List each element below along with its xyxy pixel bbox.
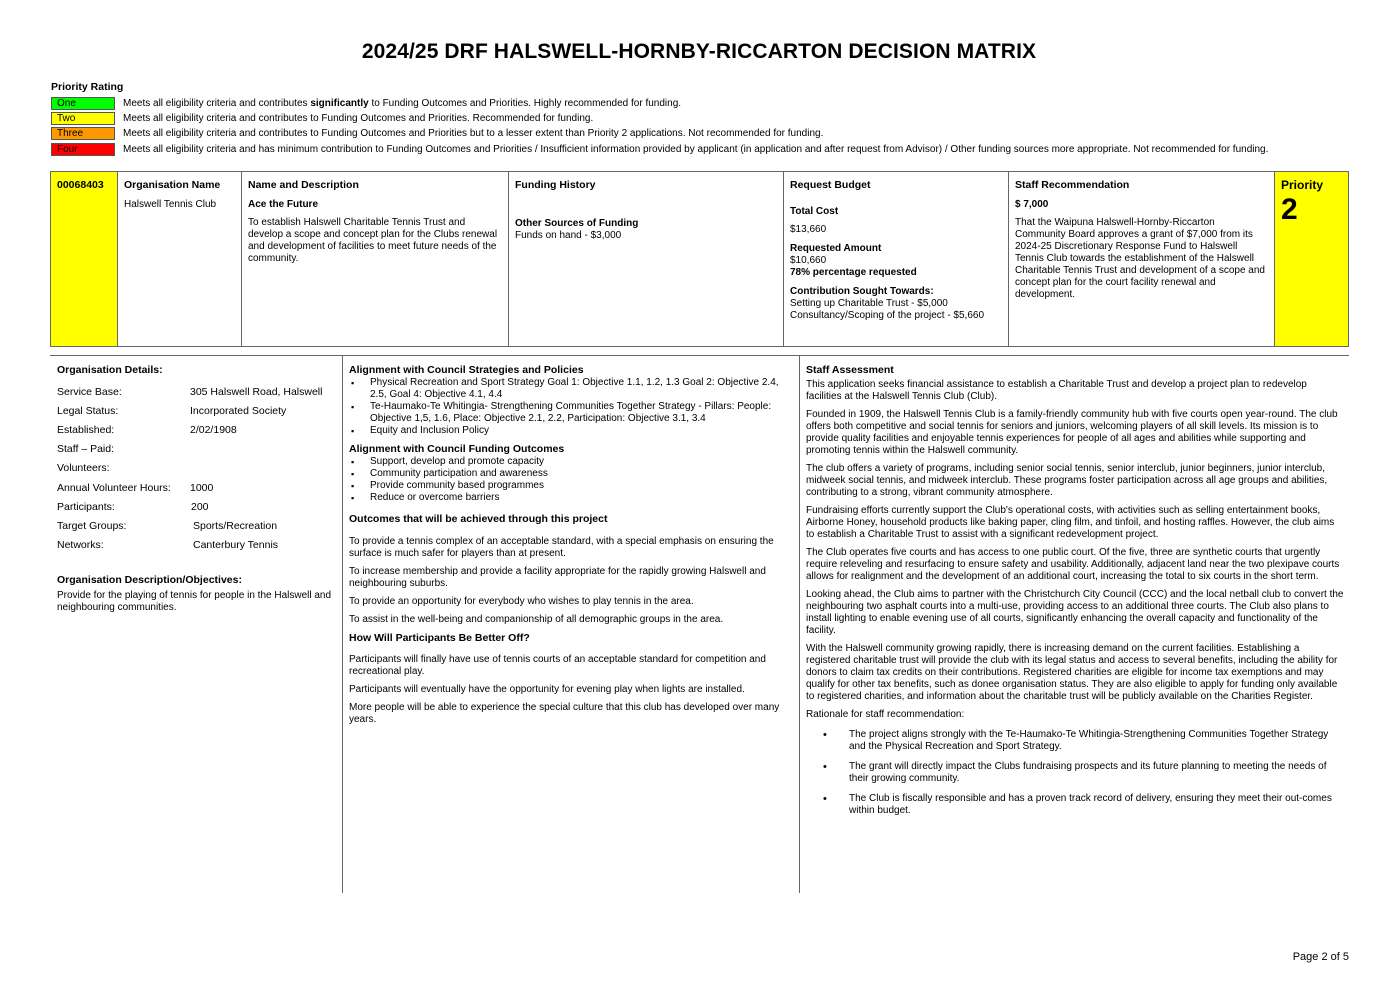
detail-value: Canterbury Tennis	[193, 539, 279, 551]
outcome-paragraph: To increase membership and provide a facility appropriate for the rapidly growing Halswell and neighbouring suburbs.	[349, 566, 766, 589]
staff-recommendation-cell	[1009, 172, 1275, 346]
page-title: 2024/25 DRF HALSWELL-HORNBY-RICCARTON DECISION MATRIX	[361, 40, 1037, 63]
outcome-paragraph: To provide a tennis complex of an acceptable standard, with a special emphasis on ensuring the surface is much safer for players than at present.	[349, 536, 774, 559]
assessment-paragraph: Looking ahead, the Club aims to partner with the Christchurch City Council (CCC) and the local netball club to convert the neighbouring two asphalt courts into a multi-use, providing access to an additional three courts. The Club also plans to install lighting to enable evening use of all courts, significantly enhancing the overall capacity and functionality of the facility.	[806, 589, 1344, 636]
column-divider	[799, 355, 800, 893]
list-item: ▪ Te-Haumako-Te Whitingia- Strengthening Communities Together Strategy - Pillars: People: Objective 1,5, 1.6, Place: Objective 2.1, 2.2, Participation: Objective 3.1, 3.4	[370, 401, 793, 425]
org-name-header: Organisation Name	[124, 179, 221, 191]
project-name: Ace the Future	[248, 199, 319, 210]
list-item: • The grant will directly impact the Clubs fundraising prospects and its future planning to meeting the needs of their growing community.	[849, 761, 1344, 785]
contribution-label: Contribution Sought Towards:	[790, 286, 934, 297]
better-off-paragraph: Participants will finally have use of tennis courts of an acceptable standard for competition and recreational play.	[349, 654, 766, 677]
detail-label: Annual Volunteer Hours:	[57, 482, 171, 494]
priority-description: Meets all eligibility criteria and contributes to Funding Outcomes and Priorities but to a lesser extent than Priority 2 applications. Not recommended for funding.	[123, 128, 824, 139]
list-item: ▪ Physical Recreation and Sport Strategy Goal 1: Objective 1.1, 1.2, 1.3 Goal 2: Objective 2.4, 2.5, Goal 4: Objective 4.1, 4.4	[370, 377, 793, 401]
total-cost-value: $13,660	[790, 224, 827, 235]
funding-outcomes-list	[349, 456, 793, 504]
application-id: 00068403	[57, 179, 104, 191]
outcome-paragraph: To provide an opportunity for everybody who wishes to play tennis in the area.	[349, 596, 694, 607]
funding-outcomes-heading: Alignment with Council Funding Outcomes	[349, 443, 565, 455]
assessment-paragraph: The club offers a variety of programs, including senior social tennis, senior interclub, junior beginners, junior interclub, midweek social tennis, and midweek interclub. These programs foster participation across all age groups and abilities, contributing to a strong, vibrant community atmosphere.	[806, 463, 1328, 498]
better-off-paragraph: More people will be able to experience the special culture that this club has developed over many years.	[349, 702, 780, 725]
detail-value: 200	[191, 501, 209, 513]
list-item: • The project aligns strongly with the Te-Haumako-Te Whitingia-Strengthening Communities Together Strategy and the Physical Recreation and Sport Strategy.	[849, 729, 1344, 753]
priority-cell	[1275, 172, 1348, 346]
detail-label: Service Base:	[57, 386, 122, 398]
priority-chip: Two	[51, 112, 115, 125]
page-number: Page 2 of 5	[1292, 951, 1349, 963]
column-divider	[342, 355, 343, 893]
funding-history-header: Funding History	[515, 179, 596, 191]
priority-description: Meets all eligibility criteria and contributes to Funding Outcomes and Priorities. Recommended for funding.	[123, 113, 594, 124]
detail-value: 2/02/1908	[190, 424, 237, 436]
project-outcomes-heading: Outcomes that will be achieved through this project	[349, 513, 608, 525]
funding-history-cell	[509, 172, 784, 346]
application-table	[50, 171, 1349, 347]
assessment-paragraph: Fundraising efforts currently support the Club's operational costs, with activities such as selling entertainment books, Airborne Honey, household products like baking paper, cling film, and tinfoil, and hosting raffles. However, the club aims to establish a Charitable Trust to assist with a significant redevelopment project.	[806, 505, 1335, 540]
detail-label: Volunteers:	[57, 462, 110, 474]
better-off-heading: How Will Participants Be Better Off?	[349, 632, 530, 644]
detail-value: 1000	[190, 482, 214, 494]
staff-assessment-column	[806, 364, 1344, 825]
assessment-paragraph: Founded in 1909, the Halswell Tennis Club is a family-friendly community hub with five courts open year-round. The club offers both competitive and social tennis for seniors and juniors, welcoming players of all skill levels. Its mission is to provide quality facilities and enjoyable tennis experiences for people of all ages and abilities while supporting and promoting tennis within the Halswell community.	[806, 409, 1338, 456]
list-item: ▪ Equity and Inclusion Policy	[370, 425, 793, 437]
detail-label: Established:	[57, 424, 115, 436]
list-item: ▪ Support, develop and promote capacity	[370, 456, 793, 468]
project-description: To establish Halswell Charitable Tennis Trust and develop a scope and concept plan for the Clubs renewal and development of facilities to meet future needs of the community.	[248, 217, 498, 264]
requested-amount-value: $10,660	[790, 255, 827, 266]
priority-description: Meets all eligibility criteria and has minimum contribution to Funding Outcomes and Priorities / Insufficient information provided by applicant (in application and after request from Advisor) / Other funding sources more appropriate. Not recommended for funding.	[123, 144, 1269, 155]
list-item: • The Club is fiscally responsible and has a proven track record of delivery, ensuring they meet their out-comes within budget.	[849, 793, 1344, 817]
list-item: ▪ Community participation and awareness	[370, 468, 793, 480]
staff-recommendation-header: Staff Recommendation	[1015, 179, 1130, 191]
contribution-item: Consultancy/Scoping of the project - $5,660	[790, 310, 985, 321]
assessment-paragraph: The Club operates five courts and has access to one public court. Of the five, three are synthetic courts that urgently require releveling and resurfacing to ensure safety and usability. Additionally, adjacent land near the two plexipave courts allows for realignment and the development of an additional court, increasing the total to six courts in the short term.	[806, 547, 1340, 582]
application-id-cell	[51, 172, 118, 346]
strategies-list	[349, 377, 793, 437]
name-description-header: Name and Description	[248, 179, 359, 191]
list-item: ▪ Reduce or overcome barriers	[370, 492, 793, 504]
detail-label: Staff – Paid:	[57, 443, 115, 455]
detail-value: Incorporated Society	[190, 405, 287, 417]
alignment-column	[349, 364, 793, 732]
detail-label: Target Groups:	[57, 520, 127, 532]
name-description-cell	[242, 172, 509, 346]
assessment-paragraph: This application seeks financial assistance to establish a Charitable Trust and develop a project plan to redevelop facilities at the Halswell Tennis Club (Club).	[806, 379, 1307, 402]
assessment-paragraph: With the Halswell community growing rapidly, there is increasing demand on the current facilities. Establishing a registered charitable trust will provide the club with its legal status and access to several benefits, including the ability for donors to claim tax credits on their contributions. Registered charities are eligible for income tax exemptions and may qualify for other tax benefits, such as donee organisation status. They are also eligible to apply for funding only available to registered charities, and information about the charitable trust will be publicly available on the Charities Register.	[806, 643, 1338, 702]
strategies-heading: Alignment with Council Strategies and Policies	[349, 364, 584, 376]
list-item: ▪ Provide community based programmes	[370, 480, 793, 492]
other-sources-value: Funds on hand - $3,000	[515, 230, 622, 241]
priority-chip: Four	[51, 143, 115, 156]
detail-label: Participants:	[57, 501, 115, 513]
org-description-text: Provide for the playing of tennis for people in the Halswell and neighbouring communities.	[57, 590, 332, 613]
request-budget-cell	[784, 172, 1009, 346]
priority-value: 2	[1281, 193, 1298, 226]
request-budget-header: Request Budget	[790, 179, 871, 191]
priority-rating-heading: Priority Rating	[51, 81, 124, 93]
contribution-item: Setting up Charitable Trust - $5,000	[790, 298, 948, 309]
requested-amount-label: Requested Amount	[790, 243, 882, 254]
other-sources-label: Other Sources of Funding	[515, 218, 639, 229]
org-details-heading: Organisation Details:	[57, 364, 163, 376]
staff-recommendation-text: That the Waipuna Halswell-Hornby-Riccarton Community Board approves a grant of $7,000 from its 2024-25 Discretionary Response Fund to Halswell Tennis Club towards the establishment of the Halswell Charitable Tennis Trust and development of a scope and concept plan for the court facility renewal and development.	[1015, 217, 1265, 300]
better-off-paragraph: Participants will eventually have the opportunity for evening play when lights are installed.	[349, 684, 745, 695]
percentage-requested: 78% percentage requested	[790, 267, 917, 278]
detail-label: Legal Status:	[57, 405, 119, 417]
priority-chip: Three	[51, 127, 115, 140]
outcome-paragraph: To assist in the well-being and companionship of all demographic groups in the area.	[349, 614, 724, 625]
rationale-heading: Rationale for staff recommendation:	[806, 709, 965, 720]
detail-label: Networks:	[57, 539, 104, 551]
rationale-list	[806, 729, 1344, 817]
staff-assessment-heading: Staff Assessment	[806, 364, 894, 376]
org-name-cell	[118, 172, 242, 346]
detail-value: Sports/Recreation	[193, 520, 278, 532]
org-description-heading: Organisation Description/Objectives:	[57, 574, 242, 586]
priority-header: Priority	[1281, 178, 1324, 192]
staff-recommendation-amount: $ 7,000	[1015, 199, 1049, 210]
priority-description: Meets all eligibility criteria and contributes significantly to Funding Outcomes and Priorities. Highly recommended for funding.	[123, 98, 682, 109]
detail-value: 305 Halswell Road, Halswell	[190, 386, 323, 398]
org-name: Halswell Tennis Club	[124, 199, 217, 210]
priority-chip: One	[51, 97, 115, 110]
total-cost-label: Total Cost	[790, 206, 839, 217]
